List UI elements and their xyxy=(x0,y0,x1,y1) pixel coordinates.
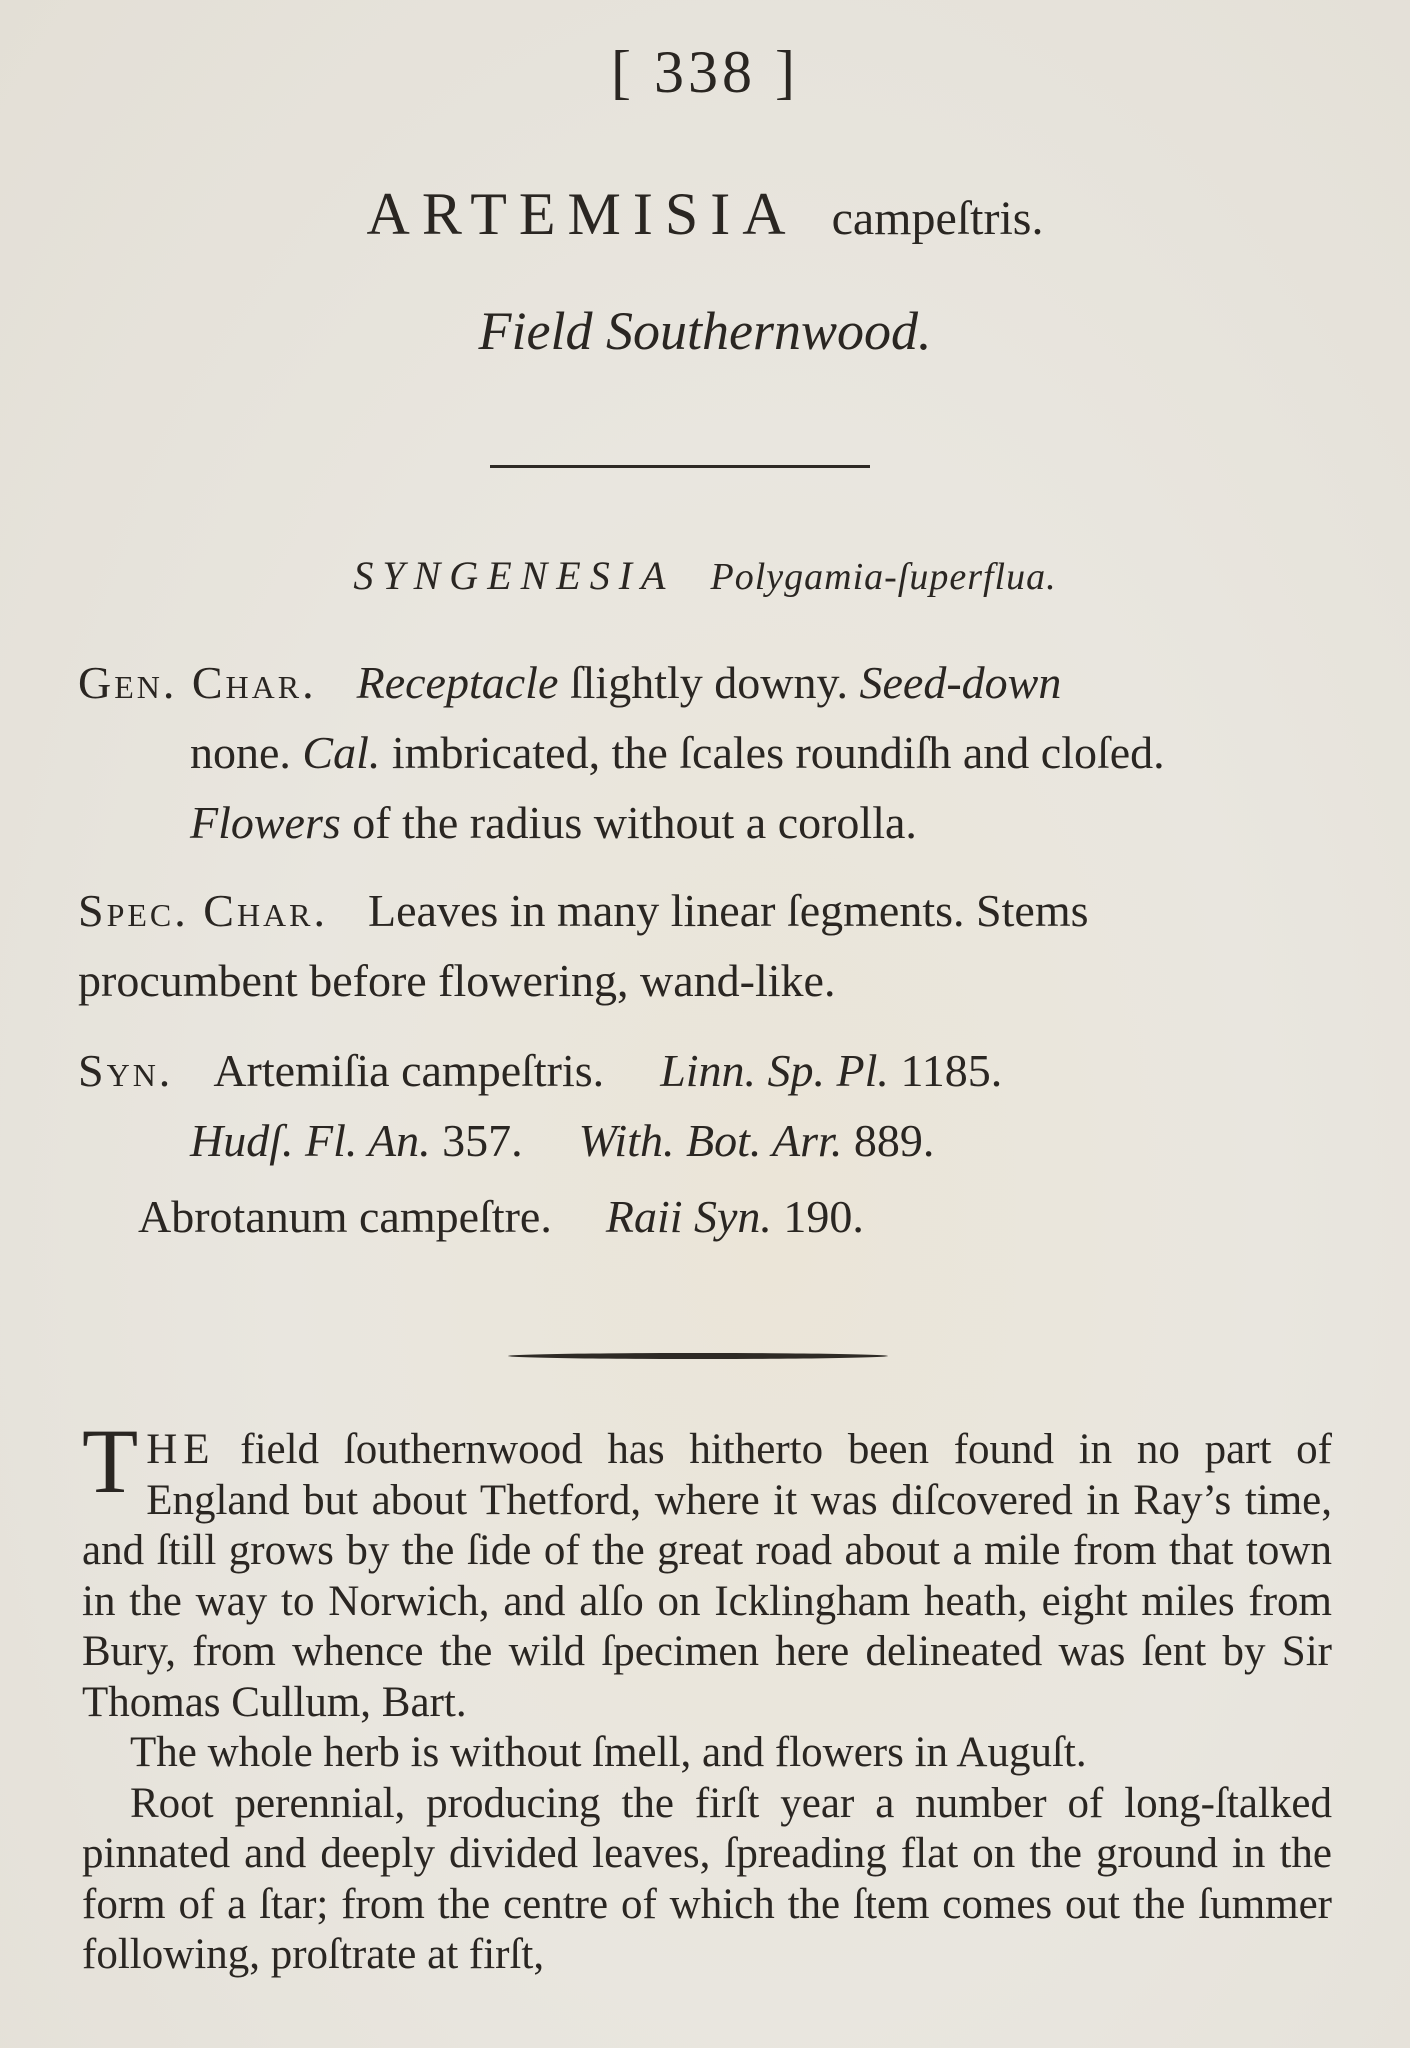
term-flowers: Flowers xyxy=(190,797,341,848)
order-name: Polygamia-ſuperflua. xyxy=(710,556,1057,598)
syn-name: Artemiſia campeſtris. xyxy=(213,1045,605,1096)
paragraph: Root perennial, producing the firſt year a number of long-ſtalked pinnated and deeply divided leaves, ſpreading flat on the ground in the form of a ſtar; from the centre of which the ſtem comes out the ſummer following, proſtrate at firſt, xyxy=(82,1779,1332,1978)
linnaean-classification xyxy=(0,552,1410,599)
syn-name: Abrotanum campeſtre. xyxy=(138,1191,552,1242)
class-name: SYNGENESIA xyxy=(353,553,675,598)
plant-title xyxy=(0,180,1410,249)
synonyms xyxy=(78,1036,1318,1176)
syn-reference: Linn. Sp. Pl. xyxy=(660,1045,889,1096)
gen-char-text: none. xyxy=(190,727,303,778)
syn-reference: With. Bot. Arr. xyxy=(578,1115,843,1166)
divider-rule xyxy=(490,465,870,468)
species-name: campeſtris. xyxy=(831,192,1044,245)
drop-cap: T xyxy=(82,1410,139,1512)
syn-reference: Hudſ. Fl. An. xyxy=(190,1115,431,1166)
divider-rule-thick xyxy=(508,1353,888,1359)
paragraph xyxy=(82,1410,1332,1728)
gen-char-text: imbricated, the ſcales roundiſh and cloſed. xyxy=(380,727,1165,778)
paragraph-lead: HE xyxy=(146,1426,216,1473)
syn-abrotanum xyxy=(138,1190,864,1243)
syn-number: 889. xyxy=(853,1115,935,1166)
term-seed-down: Seed-down xyxy=(859,657,1062,708)
syn-number: 357. xyxy=(442,1115,523,1166)
term-receptacle: Receptacle xyxy=(356,657,559,708)
genus-name: ARTEMISIA xyxy=(366,181,798,247)
gen-char-text: ſlightly downy. xyxy=(558,657,860,708)
spec-char-label: Spec. Char. xyxy=(78,885,329,936)
syn-number: 1185. xyxy=(900,1045,1003,1096)
spec-char-text: Leaves in many linear ſegments. Stems procumbent before flowering, wand-like. xyxy=(78,885,1089,1006)
page-number: [ 338 ] xyxy=(611,39,799,105)
common-name: Field Southernwood. xyxy=(478,301,932,361)
syn-label: Syn. xyxy=(78,1045,174,1096)
gen-char-label: Gen. Char. xyxy=(78,657,317,708)
description-body xyxy=(82,1410,1332,1981)
generic-character xyxy=(78,648,1318,858)
gen-char-continued xyxy=(78,718,1318,858)
paragraph-text: field ſouthernwood has hitherto been found in no part of England but about Thetford, where it was diſcovered in Ray’s time, and ſtill grows by the ſide of the great road about a mile from that town in the way to Norwich, and alſo on Icklingham heath, eight miles from Bury, from whence the wild ſpecimen here delineated was ſent by Sir Thomas Cullum, Bart. xyxy=(82,1426,1332,1726)
syn-number: 190. xyxy=(783,1191,864,1242)
syn-reference: Raii Syn. xyxy=(605,1191,772,1242)
syn-continued xyxy=(78,1106,1318,1176)
specific-character xyxy=(78,876,1318,1016)
gen-char-text: of the radius without a corolla. xyxy=(340,797,917,848)
paragraph: The whole herb is without ſmell, and flowers in Auguſt. xyxy=(130,1729,1087,1776)
term-cal: Cal. xyxy=(302,727,381,778)
